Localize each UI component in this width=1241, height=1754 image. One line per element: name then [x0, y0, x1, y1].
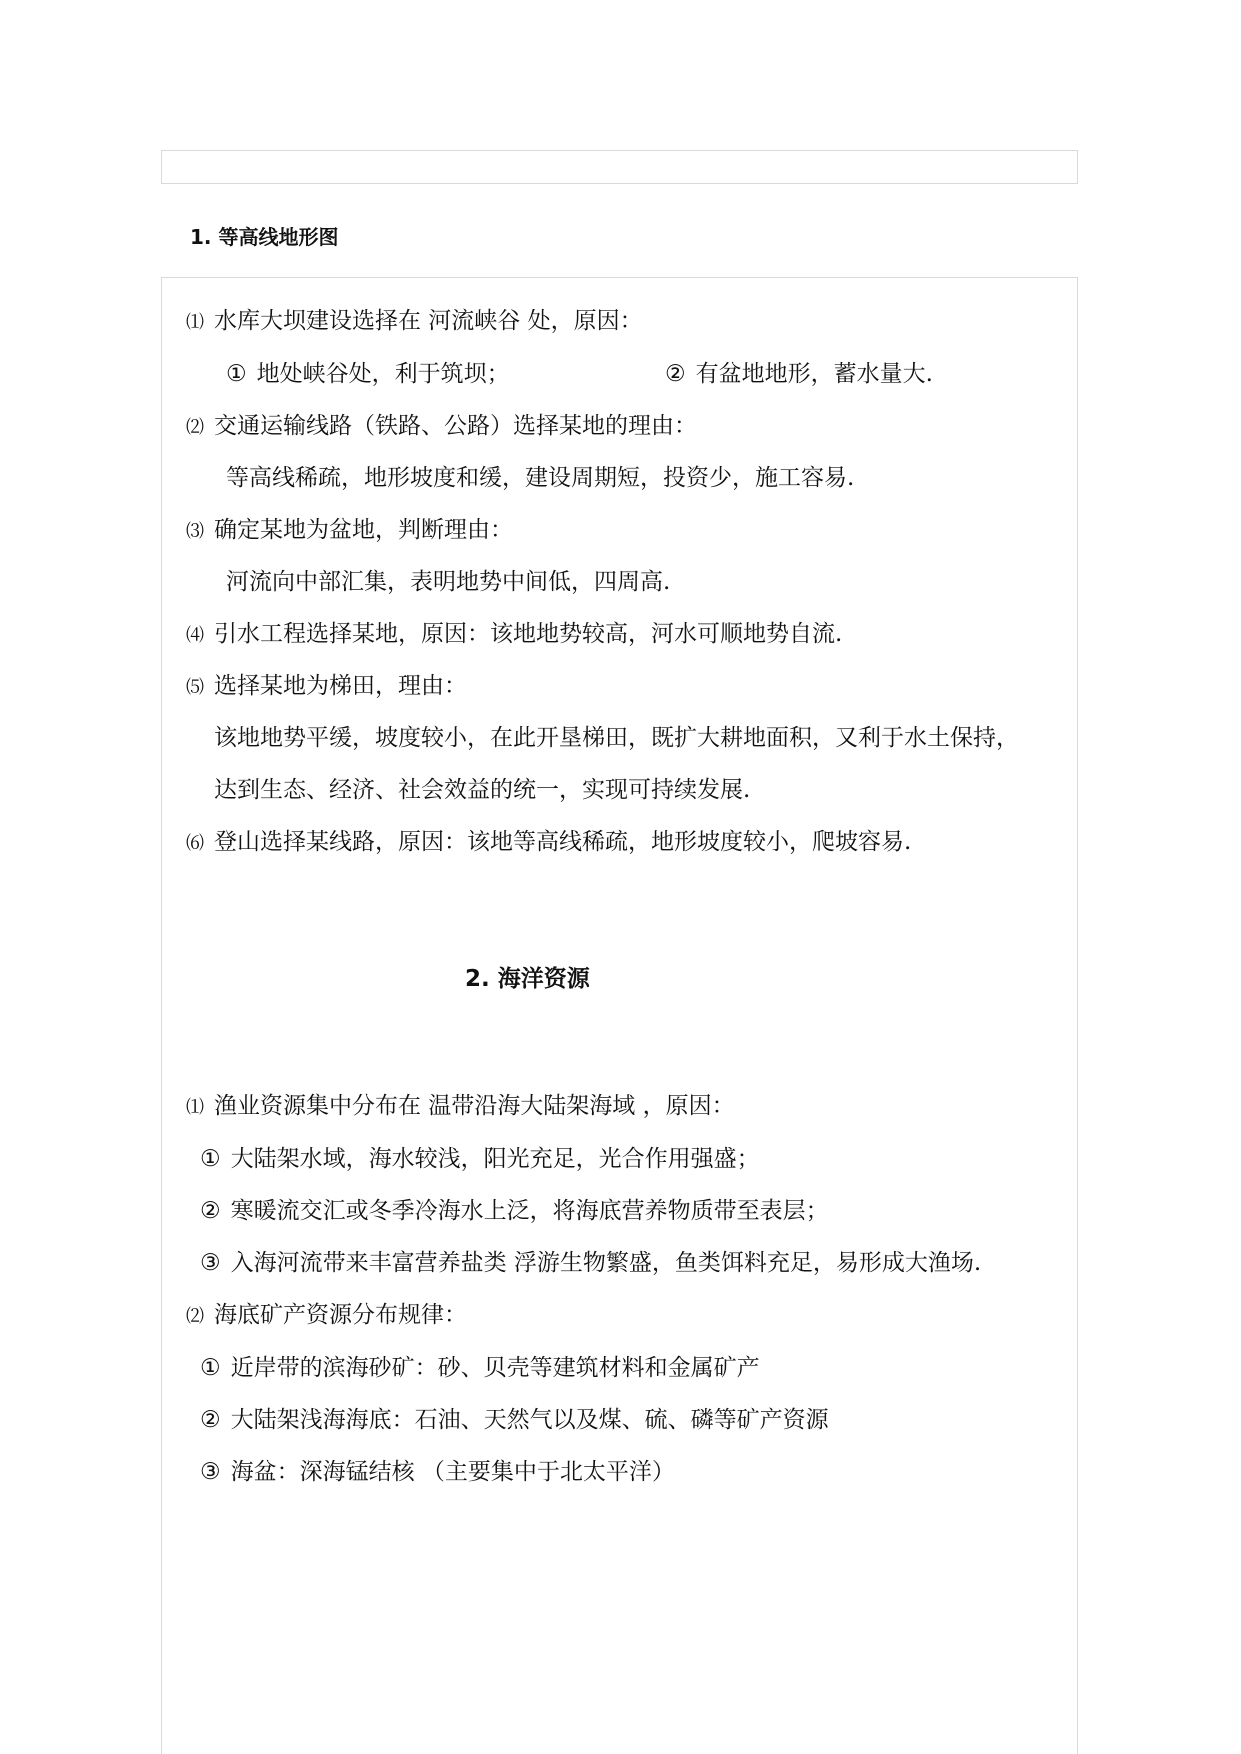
- s2-item-1-reason-1: [200, 1148, 760, 1171]
- reason-text: 近岸带的滨海砂矿：砂、贝壳等建筑材料和金属矿产: [230, 1355, 760, 1381]
- section-2-title: 2. 海洋资源: [465, 966, 590, 992]
- s1-item-3-answer: [226, 571, 670, 594]
- reason-text: 大陆架水域，海水较浅，阳光充足，光合作用强盛；: [230, 1146, 760, 1172]
- s1-item-2: [186, 415, 697, 438]
- item-text: 海底矿产资源分布规律：: [214, 1302, 467, 1328]
- s2-item-1: [186, 1095, 735, 1118]
- reason-text: 海盆：深海锰结核 （主要集中于北太平洋）: [230, 1459, 675, 1485]
- content-box: [161, 277, 1078, 1754]
- item-text: 等高线稀疏，地形坡度和缓，建设周期短，投资少，施工容易.: [226, 465, 855, 491]
- header-box: [161, 150, 1078, 184]
- item-text: 引水工程选择某地，原因：该地地势较高，河水可顺地势自流.: [214, 621, 843, 647]
- item-number: ⑵: [186, 417, 204, 438]
- reason-text: 地处峡谷处，利于筑坝；: [256, 361, 510, 387]
- item-text: 交通运输线路（铁路、公路）选择某地的理由：: [214, 413, 697, 439]
- item-number: ⑸: [186, 677, 204, 698]
- item-number: ⑴: [186, 312, 204, 333]
- item-text: 渔业资源集中分布在 温带沿海大陆架海域 ，原因：: [214, 1093, 735, 1119]
- reason-text: 有盆地地形，蓄水量大.: [695, 361, 933, 387]
- section-1-title: 1. 等高线地形图: [190, 225, 339, 249]
- item-number: ⑴: [186, 1097, 204, 1118]
- s1-item-1: [186, 310, 643, 333]
- s2-item-2-rule-3: [200, 1461, 675, 1484]
- item-text: 登山选择某线路，原因：该地等高线稀疏，地形坡度较小，爬坡容易.: [214, 829, 912, 855]
- reason-mark: ③: [200, 1250, 221, 1276]
- reason-mark: ①: [200, 1355, 221, 1381]
- s1-item-5: [186, 675, 467, 698]
- item-number: ⑷: [186, 625, 204, 646]
- s1-item-5-answer-line-2: [214, 779, 750, 802]
- item-number: ⑵: [186, 1306, 204, 1327]
- s1-item-4: [186, 623, 842, 646]
- item-text: 水库大坝建设选择在 河流峡谷 处，原因：: [214, 308, 643, 334]
- reason-text: 寒暖流交汇或冬季冷海水上泛，将海底营养物质带至表层；: [230, 1198, 829, 1224]
- s1-item-5-answer-line-1: [214, 727, 1019, 750]
- s1-item-3: [186, 519, 513, 542]
- item-text: 达到生态、经济、社会效益的统一，实现可持续发展.: [214, 777, 751, 803]
- s1-item-2-answer: [226, 467, 854, 490]
- item-number: ⑹: [186, 833, 204, 854]
- item-text: 该地地势平缓，坡度较小，在此开垦梯田，既扩大耕地面积，又利于水土保持，: [214, 725, 1019, 751]
- s1-item-1-reason-b: [665, 363, 933, 386]
- s2-item-1-reason-2: [200, 1200, 829, 1223]
- s2-item-2-rule-2: [200, 1409, 829, 1432]
- reason-mark: ①: [226, 361, 247, 387]
- s2-item-2: [186, 1304, 467, 1327]
- item-text: 选择某地为梯田，理由：: [214, 673, 467, 699]
- reason-mark: ①: [200, 1146, 221, 1172]
- reason-mark: ②: [665, 361, 686, 387]
- item-text: 河流向中部汇集，表明地势中间低，四周高.: [226, 569, 671, 595]
- reason-text: 入海河流带来丰富营养盐类 浮游生物繁盛，鱼类饵料充足，易形成大渔场.: [230, 1250, 982, 1276]
- s2-item-1-reason-3: [200, 1252, 981, 1275]
- item-text: 确定某地为盆地，判断理由：: [214, 517, 513, 543]
- reason-text: 大陆架浅海海底：石油、天然气以及煤、硫、磷等矿产资源: [230, 1407, 829, 1433]
- s2-item-2-rule-1: [200, 1357, 760, 1380]
- item-number: ⑶: [186, 521, 204, 542]
- s1-item-6: [186, 831, 911, 854]
- reason-mark: ③: [200, 1459, 221, 1485]
- reason-mark: ②: [200, 1198, 221, 1224]
- reason-mark: ②: [200, 1407, 221, 1433]
- s1-item-1-reason-a: [226, 363, 510, 386]
